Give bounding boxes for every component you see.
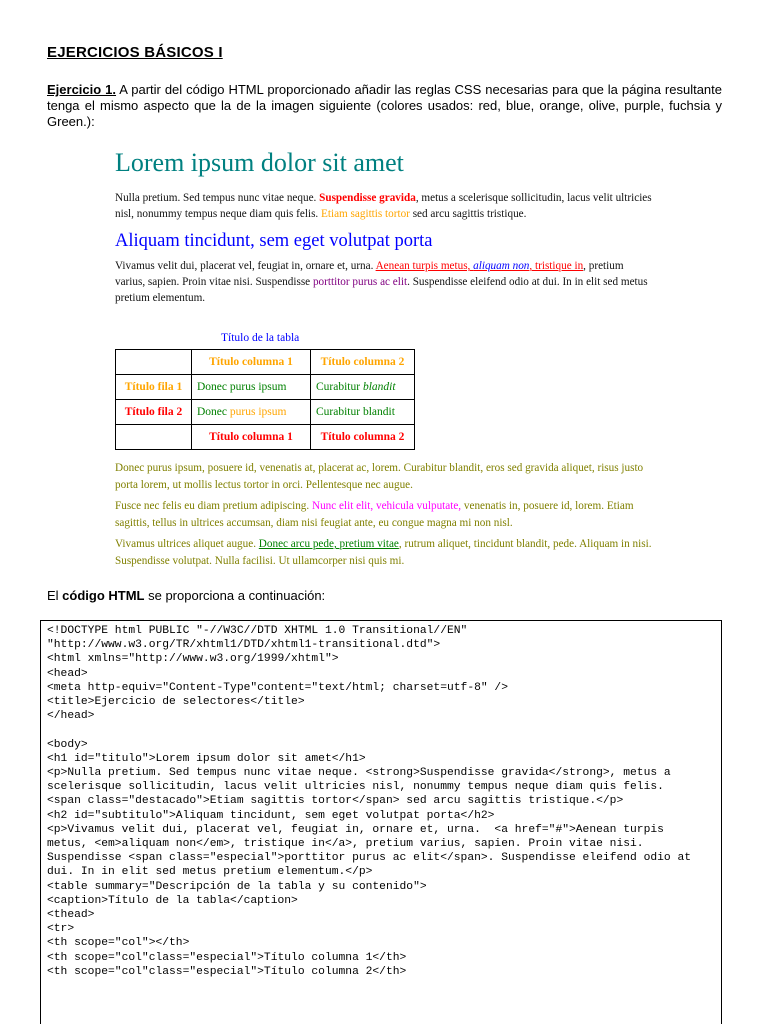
code-line: <!DOCTYPE html PUBLIC "-//W3C//DTD XHTML 1.0 Transitional//EN" [47,625,468,637]
code-line: <th scope="col"class="especial">Título columna 1</th> [47,951,407,964]
column-header: Título columna 2 [311,350,415,375]
table-header-row [116,350,415,375]
table-cell [311,375,415,400]
special-text: porttitor purus ac elit [312,276,408,288]
text: , rutrum aliquet, tincidunt blandit, pede. Aliquam in nisi. Suspendisse volutpat. Nulla facilisi. Ut ullamcorper nisi quis mi. [115,538,652,567]
code-line: <span class="destacado">Etiam sagittis tortor</span> sed arcu sagittis tristique.</p> [47,795,624,808]
code-line: <thead> [47,909,95,922]
table-row [116,400,415,425]
table-row [116,375,415,400]
link-text[interactable]: , tristique in [529,260,584,272]
sample-link[interactable] [376,260,584,272]
code-line: metus, <em>aliquam non</em>, tristique in</a>, pretium varius, sapien. Proin vitae nisi. [47,838,644,851]
bold-text: código HTML [62,588,145,603]
special-text: Nunc elit elit, vehicula vulputate, [311,500,462,512]
sample-heading: Lorem ipsum dolor sit amet [115,148,404,177]
cell-text: Donec [197,406,230,418]
row-header: Título fila 2 [116,400,192,425]
code-line: Suspendisse <span class="especial">porttitor purus ac elit</span>. Suspendisse eleifend odio at [47,852,692,865]
sample-paragraph-4 [115,498,660,532]
cell-text: Curabitur [316,381,363,393]
cell-strong: purus ipsum [229,406,287,418]
sample-link[interactable]: Donec arcu pede, pretium vitae [258,538,399,550]
text: sed arcu sagittis tristique. [409,208,527,220]
link-text[interactable]: Aenean turpis metus, [375,260,474,272]
sample-paragraph-3: Donec purus ipsum, posuere id, venenatis at, placerat ac, lorem. Curabitur blandit, eros sed gravida aliquet, risus justo porta lorem, ut mollis lectus tortor in orci. Pellentesque nec augue. [115,462,644,491]
text: se proporciona a continuación: [144,588,326,603]
code-line: scelerisque sollicitudin, lacus velit ultricies nisl, nonummy tempus neque diam quis felis. [47,781,664,794]
exercise-label: Ejercicio 1. [47,82,117,97]
code-line: <p>Nulla pretium. Sed tempus nunc vitae neque. <strong>Suspendisse gravida</strong>, metus a [47,767,671,780]
text: Vivamus velit dui, placerat vel, feugiat in, ornare et, urna. [115,260,376,272]
sample-paragraph-5 [115,536,660,570]
highlighted-text: Etiam sagittis tortor [321,208,410,220]
table-cell [192,400,311,425]
code-line: <body> [47,738,88,751]
table-corner-cell [116,350,192,375]
table-footer-row [116,425,415,450]
code-intro [47,588,325,603]
sample-paragraph-1 [115,190,655,222]
text: , metus a scelerisque sollicitudin, lacus velit ultricies nisl, nonummy tempus neque diam quis felis. [115,192,652,220]
column-footer: Título columna 2 [311,425,415,450]
row-header: Título fila 1 [116,375,192,400]
text: Fusce nec felis eu diam pretium adipiscing. [115,500,312,512]
exercise-intro [47,82,722,130]
table-corner-cell [116,425,192,450]
code-line: <html xmlns="http://www.w3.org/1999/xhtml"> [47,653,339,666]
text: venenatis in, posuere id, lorem. Etiam sagittis, tellus in ultrices accumsan, diam nisi feugiat ante, eu congue magna mi non nisl. [115,500,634,529]
sample-page [115,148,655,306]
code-line: <caption>Título de la tabla</caption> [47,894,298,907]
sample-paragraph-2 [115,258,655,306]
table-cell: Donec purus ipsum [192,375,311,400]
code-line: <table summary="Descripción de la tabla y su contenido"> [47,880,427,893]
column-header: Título columna 1 [192,350,311,375]
table-cell: Curabitur blandit [311,400,415,425]
code-line [47,723,721,737]
code-line: <tr> [47,923,75,936]
code-line: dui. In in elit sed metus pretium elementum.</p> [47,866,373,879]
link-emphasis[interactable]: aliquam non [473,260,530,272]
text: El [47,588,63,603]
code-line: <h2 id="subtitulo">Aliquam tincidunt, sem eget volutpat porta</h2> [47,809,495,822]
text: Nulla pretium. Sed tempus nunc vitae neque. [115,192,320,204]
code-line: <th scope="col"class="especial">Título columna 2</th> [47,965,407,978]
exercise-text: A partir del código HTML proporcionado añadir las reglas CSS necesarias para que la página resultante tenga el mismo aspecto que la de la imagen siguiente (colores usados: red, blue, orange, olive, purple, fuchsia y Green.): [47,82,722,129]
text: , pretium varius, sapien. Proin vitae nisi. Suspendisse [115,260,624,288]
page-title: EJERCICIOS BÁSICOS I [47,44,223,61]
code-line: <meta http-equiv="Content-Type"content="text/html; charset=utf-8" /> [47,681,508,694]
code-listing [40,620,722,1024]
code-line: <head> [47,667,88,680]
text: Vivamus ultrices aliquet augue. [115,538,259,550]
table-caption: Título de la tabla [221,332,300,344]
code-line: <th scope="col"></th> [47,937,190,950]
strong-text: Suspendisse gravida [319,192,416,204]
text: . Suspendisse eleifend odio at dui. In in elit sed metus pretium elementum. [115,276,648,304]
sample-table [115,349,415,450]
code-line: <h1 id="titulo">Lorem ipsum dolor sit amet</h1> [47,752,366,765]
code-line: </head> [47,710,95,723]
sample-subheading: Aliquam tincidunt, sem eget volutpat porta [115,231,433,251]
cell-emphasis: blandit [362,381,396,393]
code-line: <p>Vivamus velit dui, placerat vel, feugiat in, ornare et, urna. <a href="#">Aenean turpis [47,823,664,836]
code-line: <title>Ejercicio de selectores</title> [47,696,305,709]
code-line: "http://www.w3.org/TR/xhtml1/DTD/xhtml1-transitional.dtd"> [47,639,441,652]
column-footer: Título columna 1 [192,425,311,450]
